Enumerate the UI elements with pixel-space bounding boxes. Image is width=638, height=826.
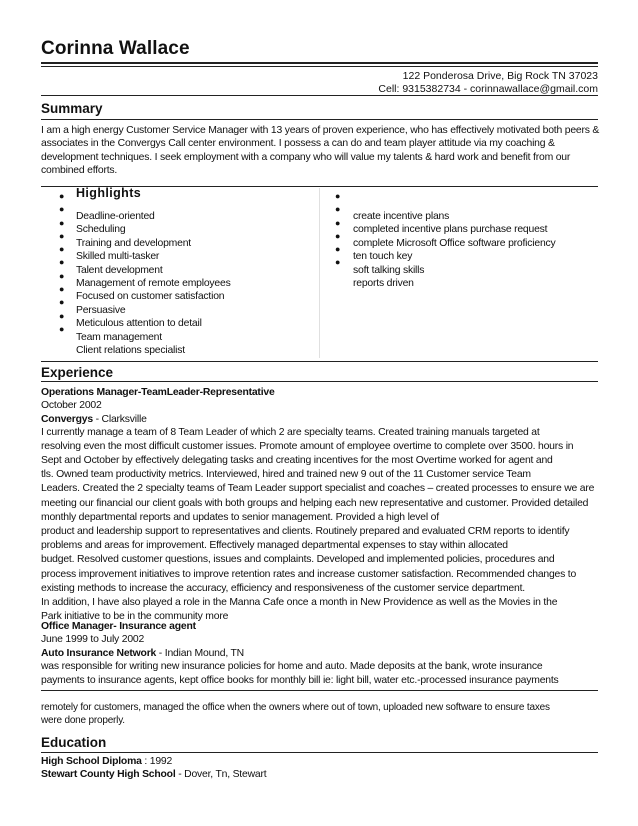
job-line: problems and areas for improvement. Effectively managed departmental expenses to stay within allocated: [41, 540, 508, 552]
highlight-item: ten touch key: [353, 251, 413, 263]
highlight-item: soft talking skills: [353, 264, 425, 276]
candidate-name: Corinna Wallace: [41, 38, 190, 59]
highlights-rule-bottom: [41, 361, 598, 362]
summary-line: development techniques. I seek employment with a company who will value my talents & hard work and benefit from our: [41, 151, 571, 163]
job-line: I currently manage a team of 8 Team Leader of which 2 are specialty teams. Created training manuals targeted at: [41, 427, 540, 439]
highlight-item: Client relations specialist: [76, 345, 185, 357]
highlight-item: create incentive plans: [353, 211, 450, 222]
highlights-right-list: [353, 210, 556, 290]
job-line: was responsible for writing new insurance policies for home and auto. Made deposits at the bank, wrote insurance: [41, 661, 543, 673]
page-break-rule: [41, 690, 598, 691]
job-employer: [41, 413, 573, 426]
summary-line: associates in the Convergys Call center environment. I possess a can do and team player attitude via my coaching &: [41, 138, 555, 150]
header-rule-bottom: [41, 66, 598, 67]
summary-rule: [41, 119, 598, 120]
education-item: [41, 768, 266, 781]
company-name: Auto Insurance Network: [41, 647, 157, 659]
job-line: budget. Resolved customer questions, issues and complaints. Developed and implemented policies, procedures and: [41, 554, 555, 566]
job-line: were done properly.: [41, 715, 125, 727]
job-line: process improvement initiatives to improve retention rates and increase customer satisfaction. Recommended changes to: [41, 568, 577, 580]
education-rule: [41, 752, 598, 753]
highlight-item: Meticulous attention to detail: [76, 318, 202, 330]
job-2-continued: [41, 701, 550, 728]
summary-heading: Summary: [41, 101, 103, 116]
highlights-left-bullets: ● ● ● ● ● ● ● ● ● ● ●: [59, 191, 65, 334]
highlight-item: Skilled multi-tasker: [76, 251, 160, 263]
company-location: - Clarksville: [92, 413, 147, 425]
phone-email: Cell: 9315382734 - corinnawallace@gmail.com: [378, 83, 598, 95]
education-item: [41, 755, 266, 768]
highlight-item: Talent development: [76, 264, 163, 276]
highlight-item: Scheduling: [76, 224, 126, 236]
highlights-left-list: [76, 210, 231, 357]
school: Stewart County High School: [41, 769, 176, 781]
highlight-item: Deadline-oriented: [76, 211, 155, 222]
job-line: Park initiative to be in the community more: [41, 611, 229, 623]
summary-text: [41, 124, 621, 178]
job-line: Sept and October by effectively delegating tasks and creating incentives for the most Overtime worked for agent and: [41, 455, 553, 466]
highlight-item: Training and development: [76, 237, 191, 249]
experience-heading: Experience: [41, 365, 114, 380]
job-line: In addition, I have also played a role in the Manna Cafe once a month in New Providence as well as the Movies in the: [41, 597, 558, 609]
job-title: Office Manager- Insurance agent: [41, 621, 196, 632]
highlight-item: reports driven: [353, 278, 414, 290]
header-rule-top: [41, 62, 598, 64]
highlight-item: Persuasive: [76, 304, 126, 316]
experience-rule: [41, 381, 598, 382]
education-detail: : 1992: [141, 756, 173, 767]
highlight-item: Team management: [76, 331, 162, 343]
summary-line: combined efforts.: [41, 165, 118, 177]
highlight-item: Management of remote employees: [76, 278, 231, 290]
job-line: resolving even the most difficult customer issues. Promote amount of employee overtime to complete over 3500. hours in: [41, 440, 574, 452]
address: 122 Ponderosa Drive, Big Rock TN 37023: [402, 70, 598, 82]
job-1: [41, 386, 573, 453]
highlights-heading: Highlights: [76, 186, 142, 200]
summary-line: I am a high energy Customer Service Manager with 13 years of proven experience, who has effectively motivated both peers &: [41, 125, 600, 136]
job-line: remotely for customers, managed the office when the owners where out of town, uploaded new software to ensure taxes: [41, 702, 550, 713]
job-line: existing methods to increase the accuracy, efficiency and responsiveness of the customer service department.: [41, 582, 525, 594]
degree: High School Diploma: [41, 756, 142, 767]
education-detail: - Dover, Tn, Stewart: [175, 769, 267, 781]
job-1-details: [41, 454, 594, 624]
job-line: monthly departmental reports and updates to senior management. Provided a high level of: [41, 511, 439, 523]
job-title: Operations Manager-TeamLeader-Representative: [41, 387, 275, 398]
highlights-divider: [319, 188, 320, 358]
highlight-item: Focused on customer satisfaction: [76, 291, 225, 303]
education-heading: Education: [41, 735, 107, 750]
job-line: tls. Owned team productivity metrics. Interviewed, hired and trained new 9 out of the 11 Customer service Team: [41, 469, 531, 481]
highlight-item: complete Microsoft Office software proficiency: [353, 237, 556, 249]
job-dates: October 2002: [41, 400, 102, 412]
company-location: - Indian Mound, TN: [156, 647, 244, 659]
job-line: meeting our financial our client goals with both groups and helping each new representative and customer. Provided detailed: [41, 497, 589, 509]
highlights-right-bullets: ● ● ● ● ● ●: [335, 191, 341, 268]
job-2: [41, 620, 559, 687]
job-dates: June 1999 to July 2002: [41, 634, 145, 646]
contact-rule: [41, 95, 598, 96]
contact-info: [378, 70, 598, 96]
job-line: payments to insurance agents, kept office books for monthly bill ie: light bill, water etc.-processed insurance payments: [41, 674, 559, 686]
job-line: Leaders. Created the 2 specialty teams of Team Leader support specialist and coaches – created processes to ensure we are: [41, 483, 595, 495]
highlight-item: completed incentive plans purchase request: [353, 224, 548, 236]
company-name: Convergys: [41, 413, 93, 425]
job-employer: [41, 647, 559, 660]
education-list: [41, 755, 266, 782]
job-line: product and leadership support to representatives and clients. Routinely prepared and evaluated CRM reports to identify: [41, 526, 570, 538]
